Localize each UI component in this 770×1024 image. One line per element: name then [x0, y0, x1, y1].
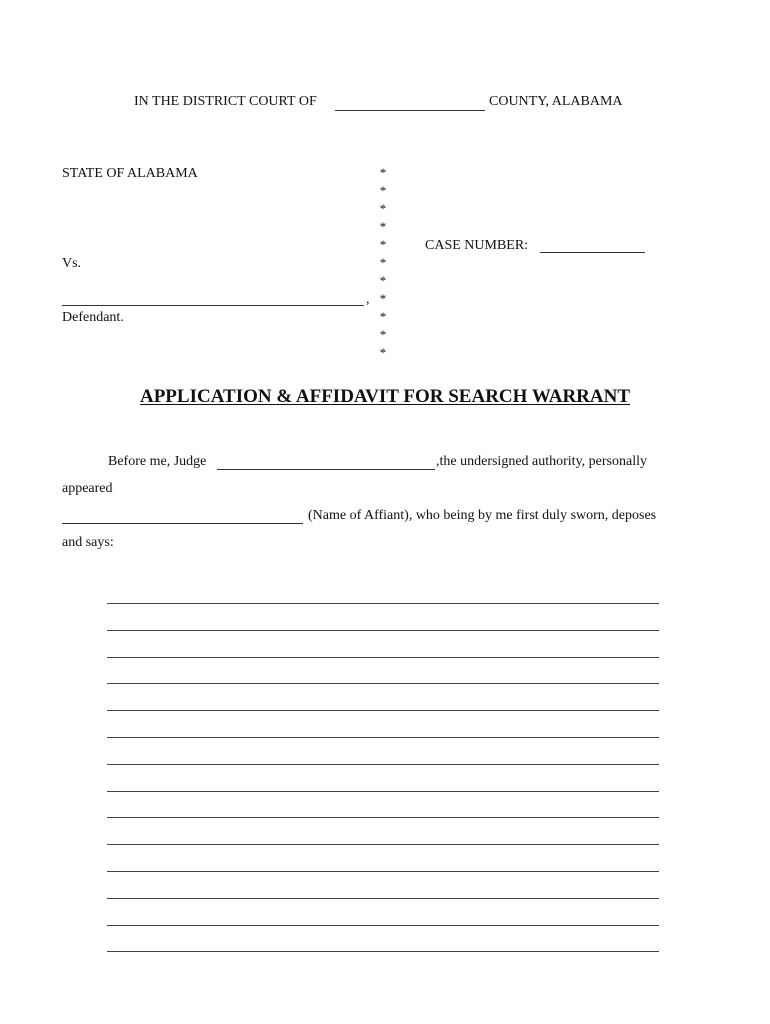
- affidavit-writing-line[interactable]: [107, 817, 659, 818]
- separator-star: *: [379, 237, 387, 252]
- separator-star: *: [379, 201, 387, 216]
- affidavit-writing-line[interactable]: [107, 683, 659, 684]
- defendant-label: Defendant.: [62, 310, 124, 325]
- court-suffix: COUNTY, ALABAMA: [489, 94, 623, 109]
- affiant-name-blank[interactable]: [62, 523, 303, 524]
- affidavit-writing-line[interactable]: [107, 871, 659, 872]
- defendant-blank[interactable]: [62, 305, 364, 306]
- versus-label: Vs.: [62, 256, 82, 271]
- affidavit-writing-line[interactable]: [107, 737, 659, 738]
- court-prefix: IN THE DISTRICT COURT OF: [134, 94, 317, 109]
- affidavit-writing-line[interactable]: [107, 898, 659, 899]
- authority-text: ,the undersigned authority, personally: [436, 454, 647, 469]
- separator-star: *: [379, 291, 387, 306]
- affidavit-writing-line[interactable]: [107, 710, 659, 711]
- judge-name-blank[interactable]: [217, 469, 435, 470]
- appeared-text: appeared: [62, 481, 113, 496]
- affidavit-writing-line[interactable]: [107, 764, 659, 765]
- separator-star: *: [379, 327, 387, 342]
- separator-star: *: [379, 345, 387, 360]
- plaintiff-name: STATE OF ALABAMA: [62, 166, 198, 181]
- affidavit-writing-line[interactable]: [107, 844, 659, 845]
- separator-star: *: [379, 165, 387, 180]
- affidavit-writing-line[interactable]: [107, 925, 659, 926]
- affidavit-writing-line[interactable]: [107, 791, 659, 792]
- affidavit-writing-line[interactable]: [107, 630, 659, 631]
- defendant-comma: ,: [366, 292, 370, 307]
- separator-star: *: [379, 219, 387, 234]
- affidavit-writing-line[interactable]: [107, 951, 659, 952]
- separator-star: *: [379, 309, 387, 324]
- separator-star: *: [379, 273, 387, 288]
- affidavit-writing-line[interactable]: [107, 603, 659, 604]
- and-says-text: and says:: [62, 535, 114, 550]
- separator-star: *: [379, 255, 387, 270]
- case-number-label: CASE NUMBER:: [425, 238, 529, 253]
- affidavit-writing-line[interactable]: [107, 657, 659, 658]
- county-blank[interactable]: [335, 110, 485, 111]
- document-title: APPLICATION & AFFIDAVIT FOR SEARCH WARRANT: [139, 386, 630, 407]
- separator-star: *: [379, 183, 387, 198]
- case-number-blank[interactable]: [540, 252, 645, 253]
- affiant-text: (Name of Affiant), who being by me first duly sworn, deposes: [308, 508, 657, 523]
- before-me-text: Before me, Judge: [108, 454, 207, 469]
